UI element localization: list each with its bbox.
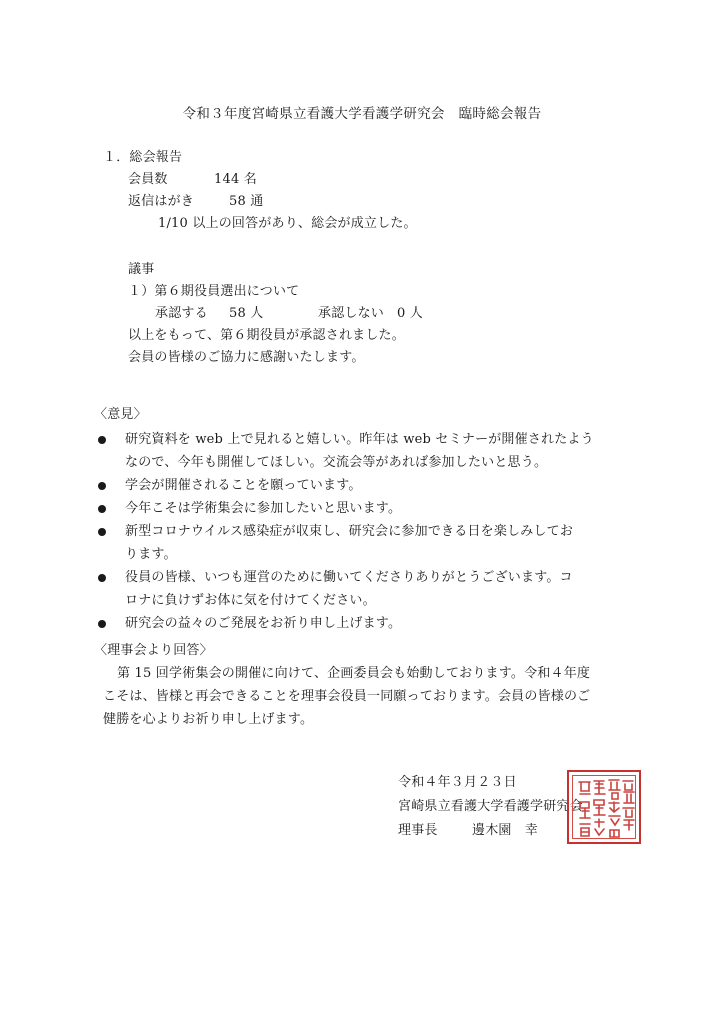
signature-organization: 宮崎県立看護大学看護学研究会 [398, 799, 583, 814]
replies-value: 58 通 [229, 194, 264, 209]
bullet-icon [98, 574, 106, 582]
opinion-line: なので、今年も開催してほしい。交流会等があれば参加したいと思う。 [125, 455, 548, 470]
opinion-line: 学会が開催されることを願っています。 [125, 478, 362, 493]
signature-date: 令和４年３月２３日 [398, 775, 517, 790]
signature-name: 邊木園 幸 [472, 823, 539, 838]
opinion-line: 役員の皆様、いつも運営のために働いてくださりありがとうございます。コ [125, 570, 573, 585]
opinion-line: 研究会の益々のご発展をお祈り申し上げます。 [125, 616, 402, 631]
quorum-note: 1/10 以上の回答があり、総会が成立した。 [158, 216, 417, 231]
agenda-result: 以上をもって、第６期役員が承認されました。 [128, 328, 405, 343]
document-title: 令和３年度宮崎県立看護大学看護学研究会 臨時総会報告 [182, 106, 542, 122]
bullet-icon [98, 620, 106, 628]
disapprove-label: 承認しない [318, 306, 385, 321]
opinion-line: ロナに負けずお体に気を付けてください。 [125, 593, 376, 608]
board-reply-line: こそは、皆様と再会できることを理事会役員一同願っております。会員の皆様のご [103, 689, 591, 704]
approve-value: 58 人 [229, 306, 264, 321]
agenda-thanks: 会員の皆様のご協力に感謝いたします。 [128, 350, 365, 365]
bullet-icon [98, 482, 106, 490]
official-seal-stamp [567, 770, 641, 844]
bullet-icon [98, 505, 106, 513]
opinion-line: 今年こそは学術集会に参加したいと思います。 [125, 501, 402, 516]
section-1-heading: １．総会報告 [103, 150, 183, 165]
board-reply-heading: 〈理事会より回答〉 [94, 643, 213, 658]
bullet-icon [98, 528, 106, 536]
bullet-icon [98, 436, 106, 444]
opinion-line: 新型コロナウイルス感染症が収束し、研究会に参加できる日を楽しみしてお [125, 524, 574, 539]
signature-role: 理事長 [398, 823, 438, 838]
replies-label: 返信はがき [128, 194, 195, 209]
board-reply-line: 健勝を心よりお祈り申し上げます。 [103, 712, 314, 727]
seal-characters-icon [569, 772, 643, 846]
approve-label: 承認する [155, 306, 208, 321]
opinion-line: 研究資料を web 上で見れると嬉しい。昨年は web セミナーが開催されたよう [125, 432, 594, 447]
board-reply-line: 第 15 回学術集会の開催に向けて、企画委員会も始動しております。令和４年度 [117, 666, 591, 681]
members-value: 144 名 [214, 172, 257, 187]
members-label: 会員数 [128, 172, 168, 187]
opinion-line: ります。 [125, 547, 177, 562]
opinions-heading: 〈意見〉 [94, 407, 147, 422]
agenda-heading: 議事 [128, 262, 155, 277]
agenda-item-1: １）第６期役員選出について [128, 284, 300, 299]
disapprove-value: 0 人 [397, 306, 424, 321]
